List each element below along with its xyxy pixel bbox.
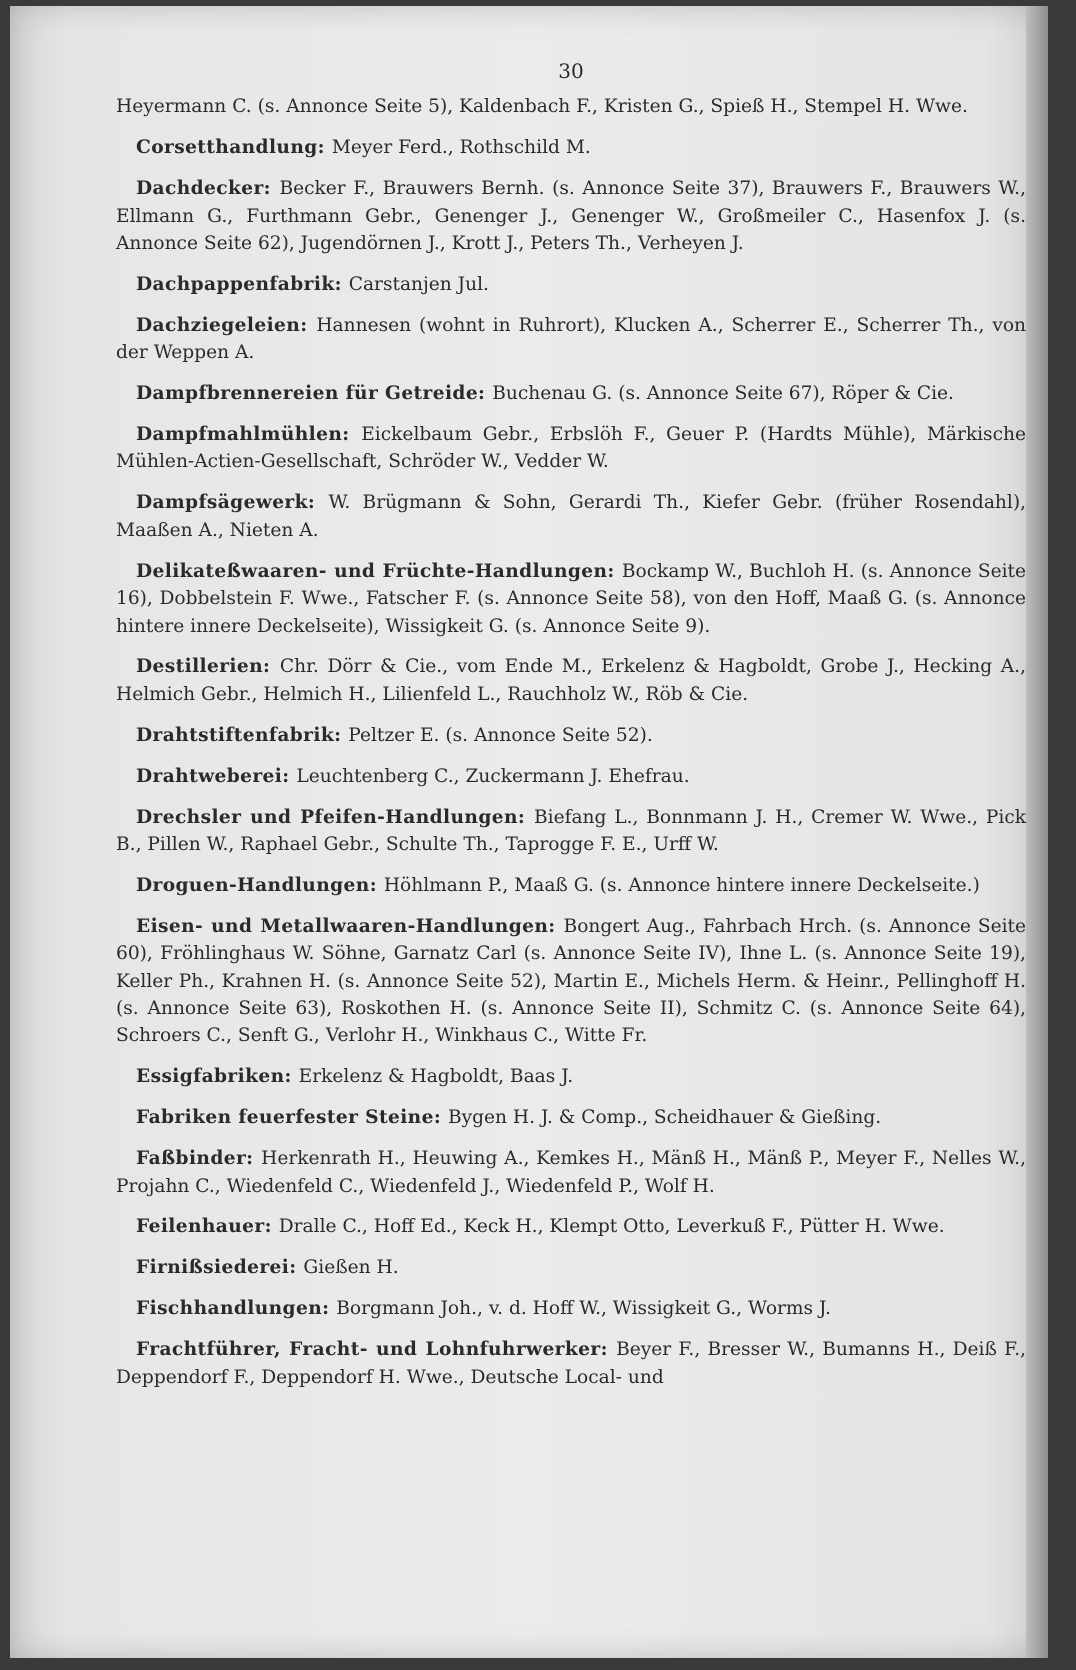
entry-heading: Drechsler und Pfeifen-Handlungen: bbox=[136, 806, 526, 828]
entry-heading: Dachpappenfabrik: bbox=[136, 273, 342, 295]
entry-text: Peltzer E. (s. Annonce Seite 52). bbox=[348, 724, 653, 746]
book-page bbox=[10, 6, 1048, 1658]
entry-text: Carstanjen Jul. bbox=[348, 273, 489, 295]
directory-entry bbox=[116, 1295, 1026, 1322]
directory-entry bbox=[116, 271, 1026, 298]
entry-heading: Fabriken feuerfester Steine: bbox=[136, 1107, 442, 1129]
directory-entry bbox=[116, 1063, 1026, 1090]
directory-entry bbox=[116, 1336, 1026, 1391]
entry-text: Bongert Aug., Fahrbach Hrch. (s. Annonce Seite 60), Fröhlinghaus W. Söhne, Garnatz Carl (s. Annonce Seite IV), Ihne L. (s. Annonce Seite 19), Keller Ph., Krahnen H. (s. Annonce Seite 52), Martin E., Michels Herm. & Heinr., Pellinghoff H. (s. Annonce Seite 63), Roskothen H. (s. Annonce Seite II), Schmitz C. (s. Annonce Seite 64), Schroers C., Senft G., Verlohr H., Winkhaus C., Witte Fr. bbox=[116, 915, 1027, 1047]
directory-entry bbox=[116, 804, 1026, 859]
directory-entry bbox=[116, 763, 1026, 790]
directory-entry bbox=[116, 872, 1026, 899]
entry-heading: Dachziegeleien: bbox=[136, 314, 308, 336]
entry-text: Buchenau G. (s. Annonce Seite 67), Röper & Cie. bbox=[492, 383, 954, 405]
entry-text: Erkelenz & Hagboldt, Baas J. bbox=[298, 1066, 574, 1088]
entry-text: Chr. Dörr & Cie., vom Ende M., Erkelenz & Hagboldt, Grobe J., Hecking A., Helmich Gebr., Helmich H., Lilienfeld L., Rauchholz W., Röb & Cie. bbox=[116, 656, 1027, 705]
directory-entry bbox=[116, 558, 1026, 640]
entry-heading: Drahtweberei: bbox=[136, 765, 290, 787]
entry-text: Eickelbaum Gebr., Erbslöh F., Geuer P. (Hardts Mühle), Märkische Mühlen-Actien-Gesellschaft, Schröder W., Vedder W. bbox=[116, 424, 1026, 473]
entry-heading: Dampfsägewerk: bbox=[136, 492, 316, 514]
directory-entry bbox=[116, 312, 1026, 367]
entry-heading: Feilenhauer: bbox=[136, 1216, 272, 1238]
entry-heading: Eisen- und Metallwaaren-Handlungen: bbox=[136, 915, 556, 937]
directory-entry bbox=[116, 653, 1026, 708]
entry-text: Leuchtenberg C., Zuckermann J. Ehefrau. bbox=[296, 765, 690, 787]
directory-entry bbox=[116, 134, 1026, 161]
page-content bbox=[116, 58, 1026, 1404]
entry-text: Meyer Ferd., Rothschild M. bbox=[331, 137, 591, 159]
directory-entry bbox=[116, 1254, 1026, 1281]
entry-heading: Dampfmahlmühlen: bbox=[136, 424, 350, 446]
directory-entries bbox=[116, 134, 1026, 1391]
entry-text: Herkenrath H., Heuwing A., Kemkes H., Mänß H., Mänß P., Meyer F., Nelles W., Projahn C., Wiedenfeld C., Wiedenfeld J., Wiedenfeld P., Wolf H. bbox=[116, 1148, 1027, 1197]
entry-heading: Firnißsiederei: bbox=[136, 1257, 297, 1279]
entry-text: Bockamp W., Buchloh H. (s. Annonce Seite 16), Dobbelstein F. Wwe., Fatscher F. (s. Annonce Seite 58), von den Hoff, Maaß G. (s. Annonce hintere innere Deckelseite), Wissigkeit G. (s. Annonce Seite 9). bbox=[116, 560, 1027, 637]
entry-heading: Drahtstiftenfabrik: bbox=[136, 724, 342, 746]
entry-heading: Faßbinder: bbox=[136, 1148, 254, 1170]
entry-heading: Frachtführer, Fracht- und Lohnfuhrwerker: bbox=[136, 1339, 608, 1361]
book-spine bbox=[1026, 6, 1048, 1658]
entry-text: Biefang L., Bonnmann J. H., Cremer W. Wwe., Pick B., Pillen W., Raphael Gebr., Schulte Th., Taprogge F. E., Urff W. bbox=[116, 806, 1027, 855]
directory-entry bbox=[116, 1213, 1026, 1240]
entry-text: Bygen H. J. & Comp., Scheidhauer & Gießing. bbox=[447, 1107, 882, 1129]
directory-entry bbox=[116, 1104, 1026, 1131]
continuation-text: Heyermann C. (s. Annonce Seite 5), Kaldenbach F., Kristen G., Spieß H., Stempel H. Wwe. bbox=[116, 96, 968, 118]
page-number: 30 bbox=[558, 59, 584, 83]
entry-text: Hannesen (wohnt in Ruhrort), Klucken A., Scherrer E., Scherrer Th., von der Weppen A. bbox=[116, 314, 1027, 364]
entry-text: Gießen H. bbox=[303, 1257, 399, 1279]
directory-entry bbox=[116, 722, 1026, 749]
directory-entry bbox=[116, 380, 1026, 407]
directory-entry bbox=[116, 913, 1026, 1050]
entry-heading: Essigfabriken: bbox=[136, 1066, 292, 1088]
directory-entry bbox=[116, 421, 1026, 476]
directory-entry bbox=[116, 175, 1026, 257]
entry-text: Höhlmann P., Maaß G. (s. Annonce hintere innere Deckelseite.) bbox=[383, 874, 980, 896]
entry-heading: Destillerien: bbox=[136, 656, 271, 678]
entry-text: Borgmann Joh., v. d. Hoff W., Wissigkeit G., Worms J. bbox=[336, 1298, 831, 1320]
directory-entry bbox=[116, 1145, 1026, 1200]
entry-heading: Corsetthandlung: bbox=[136, 137, 325, 159]
directory-entry bbox=[116, 489, 1026, 544]
entry-heading: Fischhandlungen: bbox=[136, 1298, 330, 1320]
entry-heading: Droguen-Handlungen: bbox=[136, 874, 377, 896]
entry-heading: Dampfbrennereien für Getreide: bbox=[136, 383, 486, 405]
entry-text: Beyer F., Bresser W., Bumanns H., Deiß F., Deppendorf F., Deppendorf H. Wwe., Deutsche Local- und bbox=[116, 1339, 1027, 1388]
entry-text: Becker F., Brauwers Bernh. (s. Annonce Seite 37), Brauwers F., Brauwers W., Ellmann G., Furthmann Gebr., Genenger J., Genenger W., Großmeiler C., Hasenfox J. (s. Annonce Seite 62), Jugendörnen J., Krott J., Peters Th., Verheyen J. bbox=[116, 178, 1026, 255]
entry-text: Dralle C., Hoff Ed., Keck H., Klempt Otto, Leverkuß F., Pütter H. Wwe. bbox=[278, 1216, 945, 1238]
entry-heading: Dachdecker: bbox=[136, 178, 271, 200]
entry-text: W. Brügmann & Sohn, Gerardi Th., Kiefer Gebr. (früher Rosendahl), Maaßen A., Nieten A. bbox=[116, 492, 1026, 541]
entry-heading: Delikateßwaaren- und Früchte-Handlungen: bbox=[136, 560, 615, 582]
